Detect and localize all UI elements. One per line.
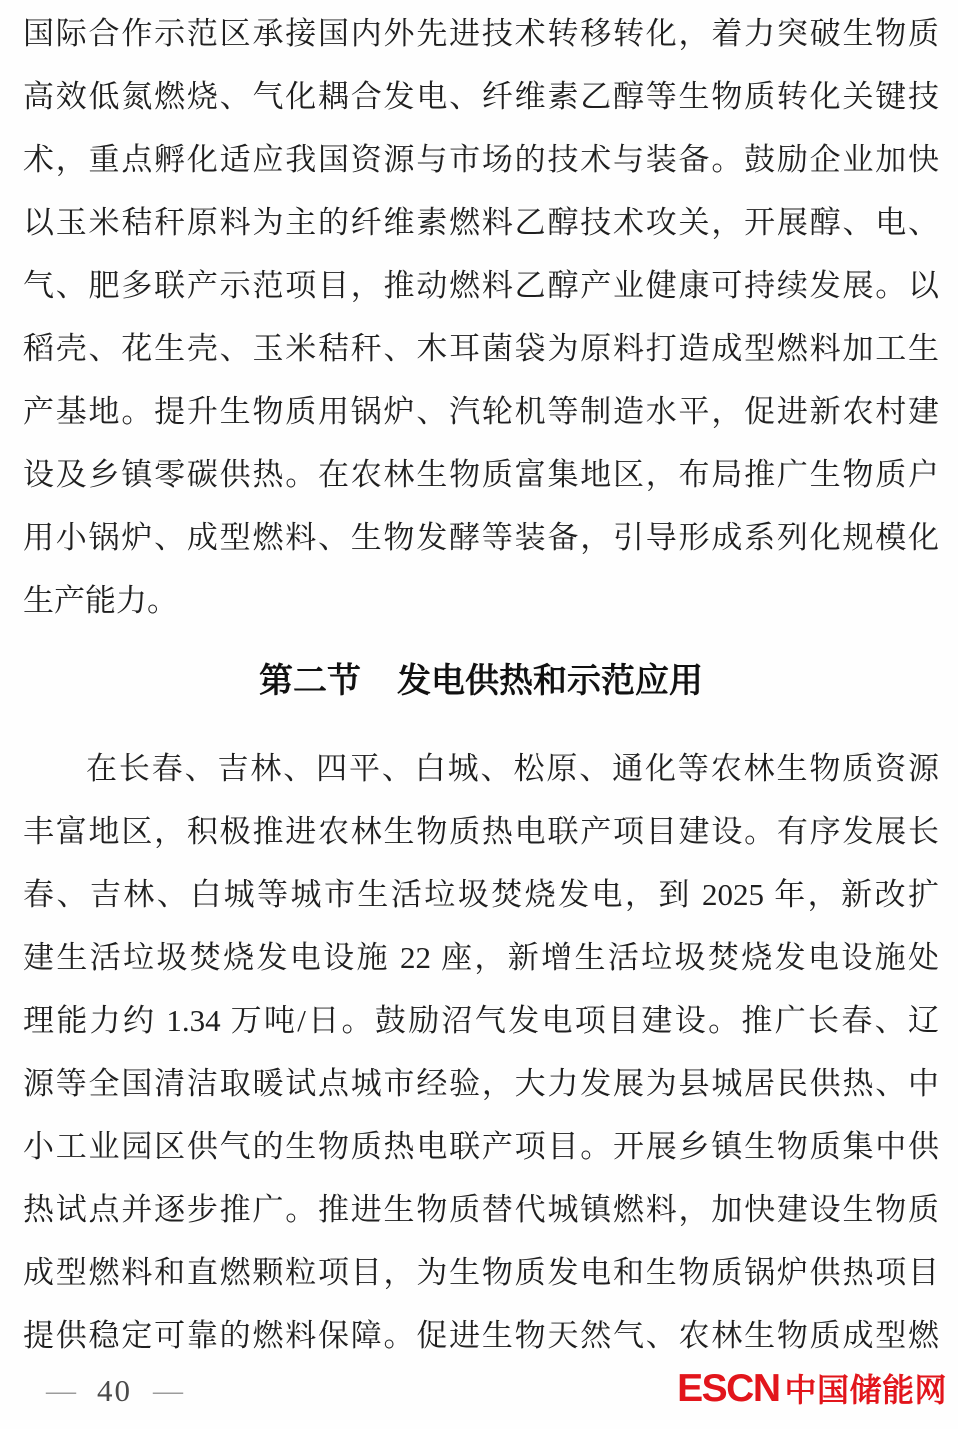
- text-line: 小工业园区供气的生物质热电联产项目。开展乡镇生物质集中供: [23, 1129, 939, 1164]
- logo-latin-text: ESCN: [677, 1367, 780, 1410]
- text-line: 以玉米秸秆原料为主的纤维素燃料乙醇技术攻关，开展醇、电、: [23, 205, 939, 240]
- section-heading: [23, 650, 939, 713]
- text-line: 国际合作示范区承接国内外先进技术转移转化，着力突破生物质: [23, 16, 939, 51]
- text-line: 高效低氮燃烧、气化耦合发电、纤维素乙醇等生物质转化关键技: [23, 79, 939, 114]
- page-number-dash-left: —: [46, 1374, 76, 1407]
- text-line: 丰富地区，积极推进农林生物质热电联产项目建设。有序发展长: [23, 814, 939, 849]
- paragraph-2: [23, 737, 939, 1367]
- text-line: 理能力约 1.34 万吨/日。鼓励沼气发电项目建设。推广长春、辽: [23, 1003, 939, 1038]
- text-line: 春、吉林、白城等城市生活垃圾焚烧发电，到 2025 年，新改扩: [23, 877, 939, 912]
- text-line: 产基地。提升生物质用锅炉、汽轮机等制造水平，促进新农村建: [23, 394, 939, 429]
- text-line: 生产能力。: [23, 583, 178, 618]
- logo-chinese-text: 中国储能网: [784, 1372, 947, 1408]
- text-line: 提供稳定可靠的燃料保障。促进生物天然气、农林生物质成型燃: [23, 1318, 939, 1353]
- text-line: 稻壳、花生壳、玉米秸秆、木耳菌袋为原料打造成型燃料加工生: [23, 331, 939, 366]
- text-line: 建生活垃圾焚烧发电设施 22 座，新增生活垃圾焚烧发电设施处: [23, 940, 939, 975]
- text-line: 用小锅炉、成型燃料、生物发酵等装备，引导形成系列化规模化: [23, 520, 939, 555]
- text-line: 成型燃料和直燃颗粒项目，为生物质发电和生物质锅炉供热项目: [23, 1255, 939, 1290]
- section-heading-title: 发电供热和示范应用: [397, 662, 703, 700]
- section-heading-number: 第二节: [259, 662, 361, 700]
- paragraph-1: [23, 2, 939, 632]
- text-line: 术，重点孵化适应我国资源与市场的技术与装备。鼓励企业加快: [23, 142, 939, 177]
- page-number-dash-right: —: [153, 1374, 183, 1407]
- text-line: 气、肥多联产示范项目，推动燃料乙醇产业健康可持续发展。以: [23, 268, 939, 303]
- text-line: 在长春、吉林、四平、白城、松原、通化等农林生物质资源: [86, 751, 939, 786]
- footer-page-number: [46, 1374, 183, 1408]
- page-content: [23, 0, 939, 1367]
- page-number: 40: [97, 1373, 132, 1408]
- text-line: 源等全国清洁取暖试点城市经验，大力发展为县城居民供热、中: [23, 1066, 939, 1101]
- text-line: 设及乡镇零碳供热。在农林生物质富集地区，布局推广生物质户: [23, 457, 939, 492]
- text-line: 热试点并逐步推广。推进生物质替代城镇燃料，加快建设生物质: [23, 1192, 939, 1227]
- escn-logo: [677, 1367, 947, 1410]
